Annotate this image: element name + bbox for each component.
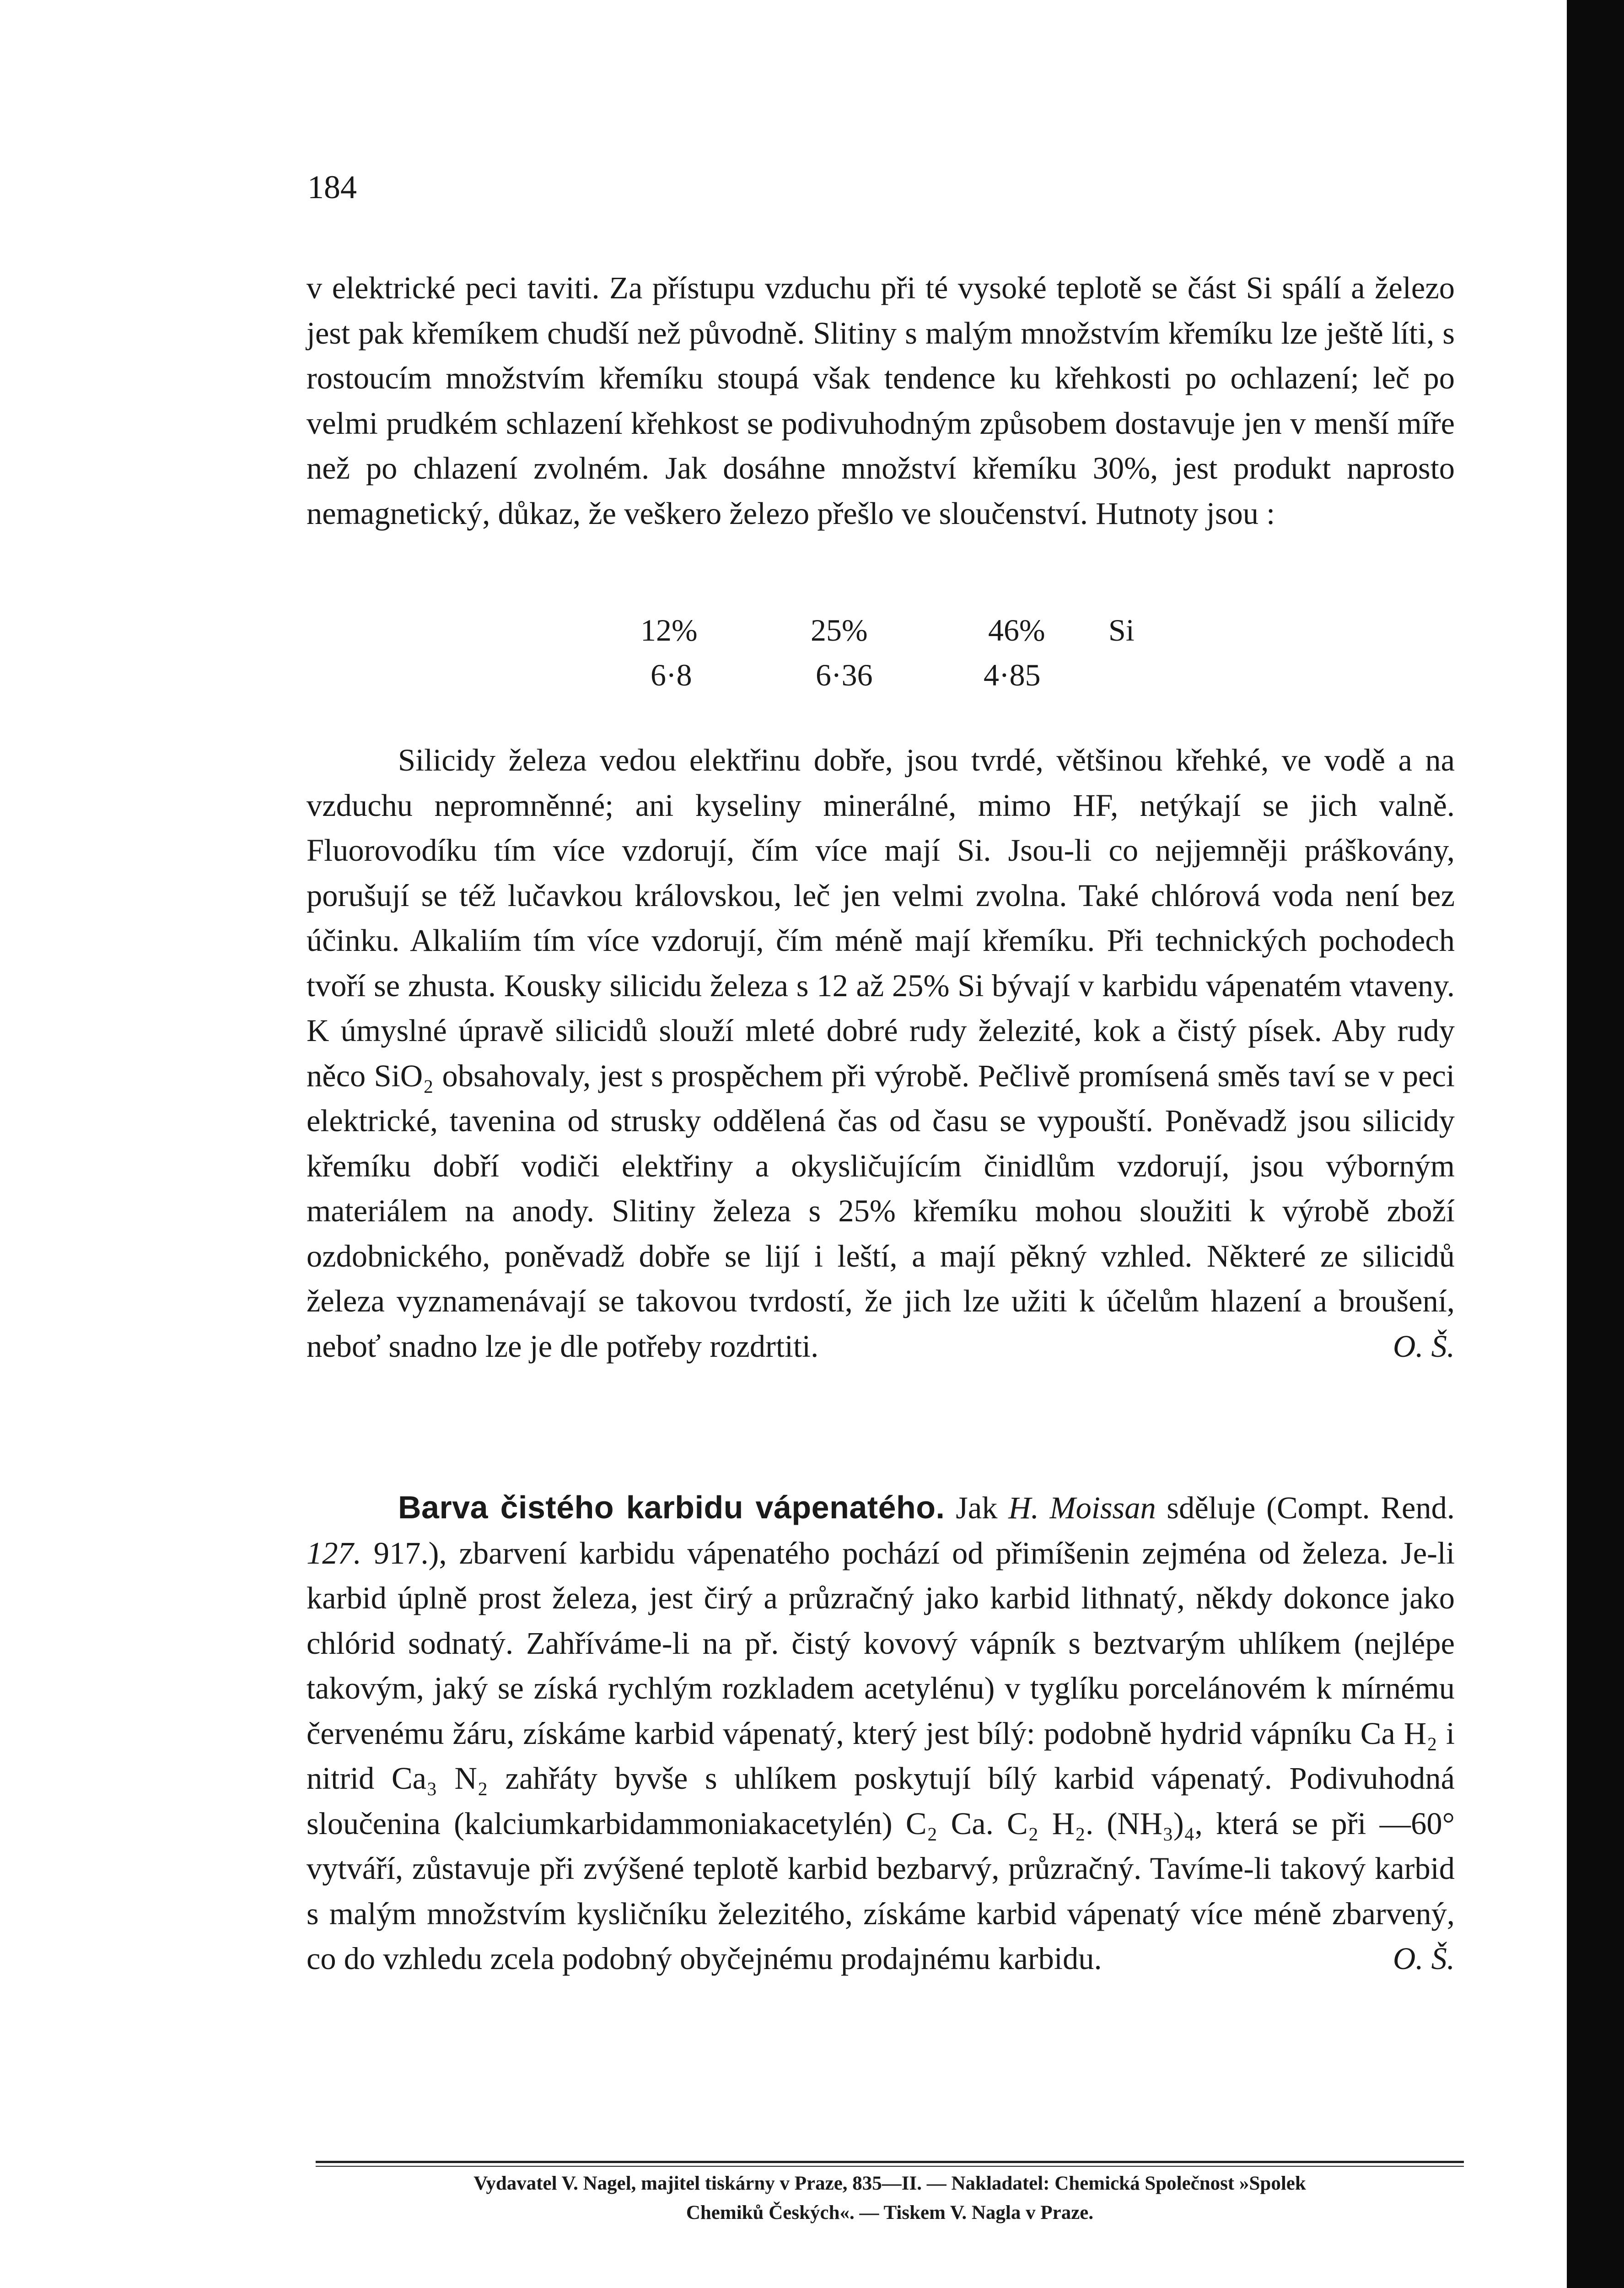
publisher-footer — [316, 2169, 1464, 2228]
table-cell: Si — [1108, 613, 1135, 648]
reference-prefix: sděluje (Compt. Rend. — [1167, 1490, 1455, 1525]
paragraph-3 — [307, 1485, 1455, 1981]
paragraph-2 — [307, 738, 1455, 1369]
scan-border — [1567, 0, 1624, 2288]
paragraph-3-jak: Jak — [956, 1490, 998, 1525]
reference-volume: 127. — [307, 1535, 361, 1570]
signature: O. Š. — [1393, 1328, 1455, 1364]
footer-rule-thick — [316, 2161, 1464, 2163]
author-name: H. Moissan — [1008, 1490, 1156, 1525]
page-number: 184 — [307, 169, 357, 205]
paragraph-3-text: 917.), zbarvení karbidu vápenatého pochází od přimíšenin zejména od železa. Je-li karbid úplně prost železa, jest čirý a průzračný jako karbid lithnatý, někdy dokonce jako chlórid sodnatý. Zahříváme-li na př. čistý kovový vápník s beztvarým uhlíkem (nejlépe takovým, jaký se získá rychlým rozkladem acetylénu) v tyglíku porcelánovém k mírnému červenému žáru, získáme karbid vápenatý, který jest bílý: podobně hydrid vápníku Ca H₂ i nitrid Ca₃ N₂ zahřáty byvše s uhlíkem poskytují bílý karbid vápenatý. Podivuhodná sloučenina (kalciumkarbidammoniakacetylén) C₂ Ca. C₂ H₂. (NH₃)₄, která se při —60° vytváří, zůstavuje při zvýšené teplotě karbid bezbarvý, průzračný. Tavíme-li takový karbid s malým množstvím kysličníku železitého, získáme karbid vápenatý více méně zbarvený, co do vzhledu zcela podobný obyčejnému prodajnému karbidu. — [307, 1535, 1455, 1976]
table-cell: 25% — [811, 613, 868, 648]
table-cell: 12% — [640, 613, 698, 648]
table-cell: 6·8 — [651, 658, 692, 692]
footer-line: Chemiků Českých«. — Tiskem V. Nagla v Praze. — [686, 2202, 1094, 2223]
table-cell: 4·85 — [984, 658, 1041, 692]
paragraph-1: v elektrické peci taviti. Za přístupu vzduchu při té vysoké teplotě se část Si spálí a železo jest pak křemíkem chudší než původně. Slitiny s malým množstvím křemíku lze ještě líti, s rostoucím množstvím křemíku stoupá však tendence ku křehkosti po ochlazení; leč po velmi prudkém schlazení křehkost se podivuhodným způsobem dostavuje jen v menší míře než po chlazení zvolném. Jak dosáhne množství křemíku 30%, jest produkt naprosto nemagnetický, důkaz, že veškero železo přešlo ve sloučenství. Hutnoty jsou : — [307, 270, 1455, 531]
paragraph-2-text: Silicidy železa vedou elektřinu dobře, jsou tvrdé, většinou křehké, ve vodě a na vzduchu nepromněnné; ani kyseliny minerálné, mimo HF, netýkají se jich valně. Fluorovodíku tím více vzdorují, čím více mají Si. Jsou-li co nejjemněji práškovány, porušují se též lučavkou královskou, leč jen velmi zvolna. Také chlórová voda není bez účinku. Alkaliím tím více vzdorují, čím méně mají křemíku. Při technických pochodech tvoří se zhusta. Kousky silicidu železa s 12 až 25% Si bývají v karbidu vápenatém vtaveny. K úmyslné úpravě silicidů slouží mleté dobré rudy železité, kok a čistý písek. Aby rudy něco SiO₂ obsahovaly, jest s prospěchem při výrobě. Pečlivě promísená směs taví se v peci elektrické, tavenina od strusky oddělená čas od času se vypouští. Poněvadž jsou silicidy křemíku dobří vodiči elektřiny a okysličujícím činidlům vzdorují, jsou výborným materiálem na anody. Slitiny železa s 25% křemíku mohou sloužiti k výrobě zboží ozdobnického, poněvadž dobře se lijí i leští, a mají pěkný vzhled. Některé ze silicidů železa vyznamenávají se takovou tvrdostí, že jich lze užiti k účelům hlazení a broušení, neboť snadno lze je dle potřeby rozdrtiti. — [307, 743, 1455, 1364]
footer-rule-thin — [316, 2166, 1464, 2167]
footer-line: Vydavatel V. Nagel, majitel tiskárny v Praze, 835—II. — Nakladatel: Chemická Společnost »Spolek — [473, 2173, 1306, 2194]
table-cell: 6·36 — [816, 658, 873, 692]
signature: O. Š. — [1393, 1941, 1455, 1976]
section-heading: Barva čistého karbidu vápenatého. — [398, 1489, 945, 1525]
table-cell: 46% — [988, 613, 1045, 648]
